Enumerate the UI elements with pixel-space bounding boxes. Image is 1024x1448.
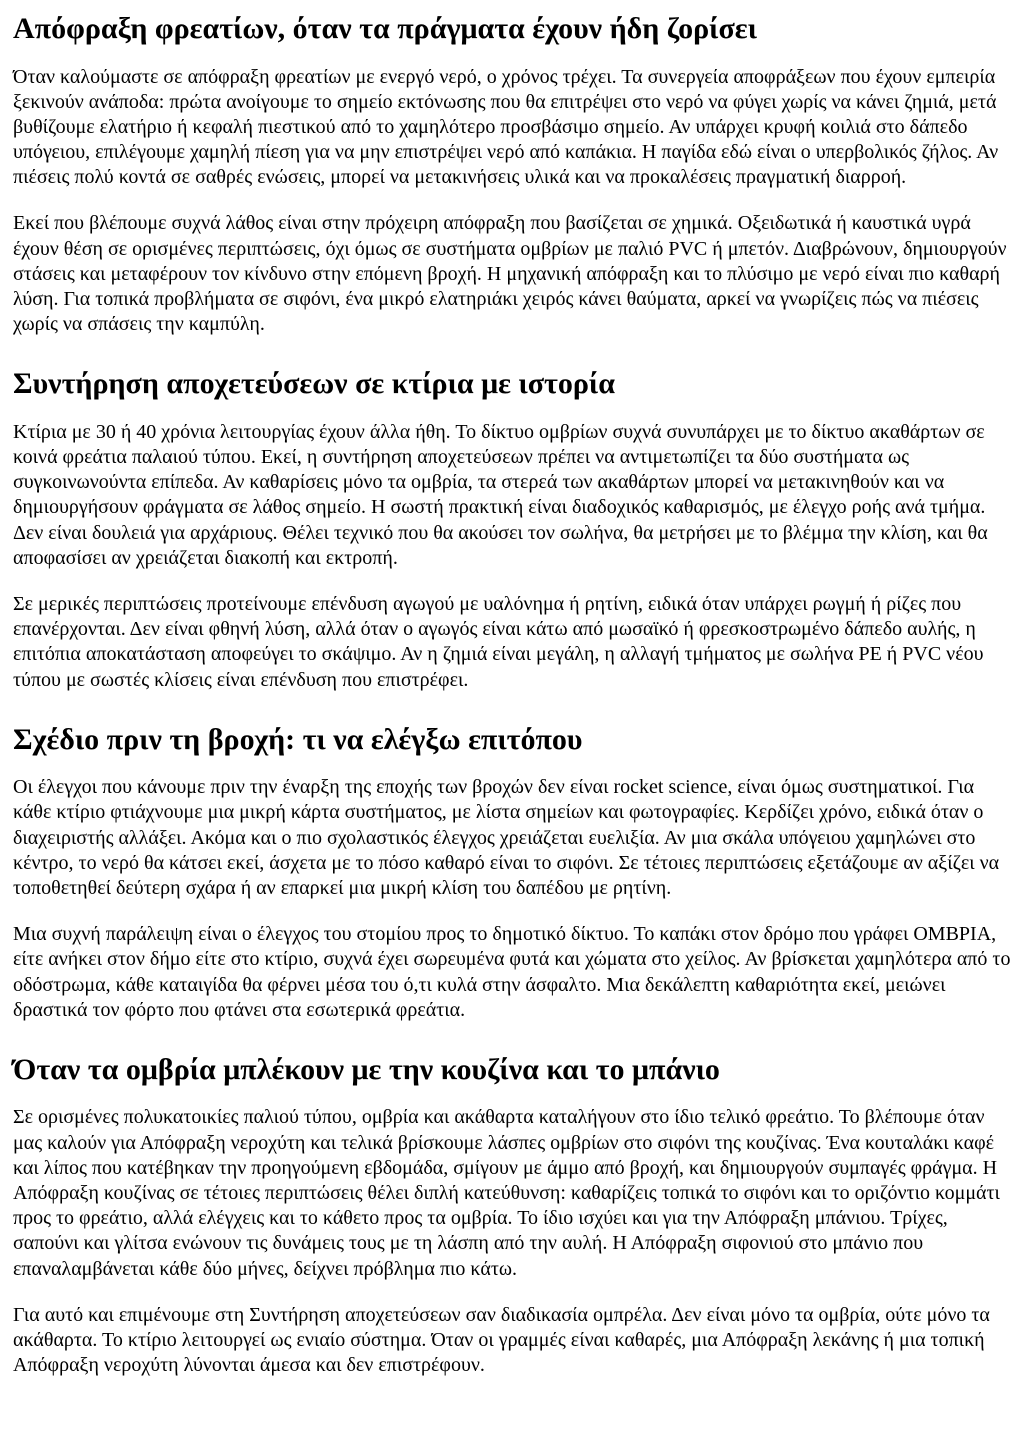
paragraph-pre-rain-1: Οι έλεγχοι που κάνουμε πριν την έναρξη της εποχής των βροχών δεν είναι rocket science, είναι όμως συστηματικοί. Για κάθε κτίριο φτιάχνουμε μια μικρή κάρτα συστήματος, με λίστα σημείων και φωτογραφίες. Κερδίζει χρόνο, ειδικά όταν ο διαχειριστής αλλάξει. Ακόμα και ο πιο σχολαστικός έλεγχος χρειάζεται ευελιξία. Αν μια σκάλα υπόγειου χαμηλώνει στο κέντρο, το νερό θα κάτσει εκεί, άσχετα με το πόσο καθαρό είναι το σιφόνι. Σε τέτοιες περιπτώσεις εξετάζουμε αν αξίζει να τοποθετηθεί δεύτερη σχάρα ή αν επαρκεί μια μικρή κλίση του δαπέδου με ρητίνη. (13, 776, 1000, 899)
paragraph-kitchen-bathroom-1: Σε ορισμένες πολυκατοικίες παλιού τύπου, ομβρία και ακάθαρτα καταλήγουν στο ίδιο τελικό φρεάτιο. Το βλέπουμε όταν μας καλούν για Απόφραξη νεροχύτη και τελικά βρίσκουμε λάσπες ομβρίων στο σιφόνι της κουζίνας. Ένα κουταλάκι καφέ και λίπος που κατέβηκαν την προηγούμενη εβδομάδα, σμίγουν με άμμο από βροχή, και δημιουργούν συμπαγές φράγμα. Η Απόφραξη κουζίνας σε τέτοιες περιπτώσεις θέλει διπλή κατεύθυνση: καθαρίζεις τοπικά το σιφόνι και το οριζόντιο κομμάτι προς το φρεάτιο, αλλά ελέγχεις και το κάθετο προς τα ομβρία. Το ίδιο ισχύει και για την Απόφραξη μπάνιου. Τρίχες, σαπούνι και γλίτσα ενώνουν τις δυνάμεις τους με τη λάσπη από την αυλή. Η Απόφραξη σιφονιού στο μπάνιο που επαναλαμβάνεται κάθε δύο μήνες, δείχνει πρόβλημα πιο κάτω. (13, 1106, 1000, 1280)
section-heading-maintenance: Συντήρηση αποχετεύσεων σε κτίρια με ιστορία (13, 367, 615, 401)
section-heading-kitchen-bathroom: Όταν τα ομβρία μπλέκουν με την κουζίνα και το μπάνιο (13, 1052, 720, 1086)
paragraph-pre-rain-2: Μια συχνή παράλειψη είναι ο έλεγχος του στομίου προς το δημοτικό δίκτυο. Το καπάκι στον δρόμο που γράφει ΟΜΒΡΙΑ, είτε ανήκει στον δήμο είτε στο κτίριο, συχνά έχει σωρευμένα φυτά και χώματα στο χείλος. Αν βρίσκεται χαμηλότερα από το οδόστρωμα, κάθε καταιγίδα θα φέρνει μέσα του ό,τι κυλά στην άσφαλτο. Μια δεκάλεπτη καθαριότητα εκεί, μειώνει δραστικά τον φόρτο που φτάνει στα εσωτερικά φρεάτια. (13, 923, 1011, 1021)
page-title: Απόφραξη φρεατίων, όταν τα πράγματα έχουν ήδη ζορίσει (13, 12, 757, 45)
paragraph-kitchen-bathroom-2: Για αυτό και επιμένουμε στη Συντήρηση αποχετεύσεων σαν διαδικασία ομπρέλα. Δεν είναι μόνο τα ομβρία, ούτε μόνο τα ακάθαρτα. Το κτίριο λειτουργεί ως ενιαίο σύστημα. Όταν οι γραμμές είναι καθαρές, μια Απόφραξη λεκάνης ή μια τοπική Απόφραξη νεροχύτη λύνονται άμεσα και δεν επιστρέφουν. (13, 1303, 990, 1377)
paragraph-maintenance-2: Σε μερικές περιπτώσεις προτείνουμε επένδυση αγωγού με υαλόνημα ή ρητίνη, ειδικά όταν υπάρχει ρωγμή ή ρίζες που επανέρχονται. Δεν είναι φθηνή λύση, αλλά όταν ο αγωγός είναι κάτω από μωσαϊκό ή φρεσκοστρωμένο δάπεδο αυλής, η επιτόπια αποκατάσταση αποφεύγει το σκάψιμο. Αν η ζημιά είναι μεγάλη, η αλλαγή τμήματος με σωλήνα PE ή PVC νέου τύπου με σωστές κλίσεις είναι επένδυση που επιστρέφει. (13, 593, 984, 691)
paragraph-maintenance-1: Κτίρια με 30 ή 40 χρόνια λειτουργίας έχουν άλλα ήθη. Το δίκτυο ομβρίων συχνά συνυπάρχει με το δίκτυο ακαθάρτων σε κοινά φρεάτια παλαιού τύπου. Εκεί, η συντήρηση αποχετεύσεων πρέπει να αντιμετωπίζει τα δύο συστήματα ως συγκοινωνούντα επίπεδα. Αν καθαρίσεις μόνο τα ομβρία, τα στερεά των ακαθάρτων μπορεί να μετακινηθούν και να δημιουργήσουν φράγματα σε λάθος σημείο. Η σωστή πρακτική είναι διαδοχικός καθαρισμός, με έλεγχο ροής ανά τμήμα. Δεν είναι δουλειά για αρχάριους. Θέλει τεχνικό που θα ακούσει τον σωλήνα, θα μετρήσει με το βλέμμα την κλίση, και θα αποφασίσει αν χρειάζεται διακοπή και εκτροπή. (13, 420, 988, 569)
paragraph-intro-1: Όταν καλούμαστε σε απόφραξη φρεατίων με ενεργό νερό, ο χρόνος τρέχει. Τα συνεργεία αποφράξεων που έχουν εμπειρία ξεκινούν ανάποδα: πρώτα ανοίγουμε το σημείο εκτόνωσης που θα επιτρέψει στο νερό να φύγει χωρίς να κάνει ζημιά, μετά βυθίζουμε ελατήριο ή κεφαλή πιεστικού από το χαμηλότερο προσβάσιμο σημείο. Αν υπάρχει κρυφή κοιλιά στο δάπεδο υπόγειου, επιλέγουμε χαμηλή πίεση για να μην επιστρέψει νερό από καπάκια. Η παγίδα εδώ είναι ο υπερβολικός ζήλος. Αν πιέσεις πολύ κοντά σε σαθρές ενώσεις, μπορεί να μετακινήσεις υλικά και να προκαλέσεις πραγματική διαρροή. (13, 65, 999, 189)
paragraph-intro-2: Εκεί που βλέπουμε συχνά λάθος είναι στην πρόχειρη απόφραξη που βασίζεται σε χημικά. Οξειδωτικά ή καυστικά υγρά έχουν θέση σε ορισμένες περιπτώσεις, όχι όμως σε συστήματα ομβρίων με παλιό PVC ή μπετόν. Διαβρώνουν, δημιουργούν στάσεις και μεταφέρουν τον κίνδυνο στην επόμενη βροχή. Η μηχανική απόφραξη και το πλύσιμο με νερό είναι πιο καθαρή λύση. Για τοπικά προβλήματα σε σιφόνι, ένα μικρό ελατηριάκι χειρός κάνει θαύματα, αρκεί να γνωρίζεις πώς να πιέσεις χωρίς να σπάσεις την καμπύλη. (13, 212, 1007, 336)
section-heading-pre-rain-plan: Σχέδιο πριν τη βροχή: τι να ελέγξω επιτόπου (13, 722, 583, 756)
